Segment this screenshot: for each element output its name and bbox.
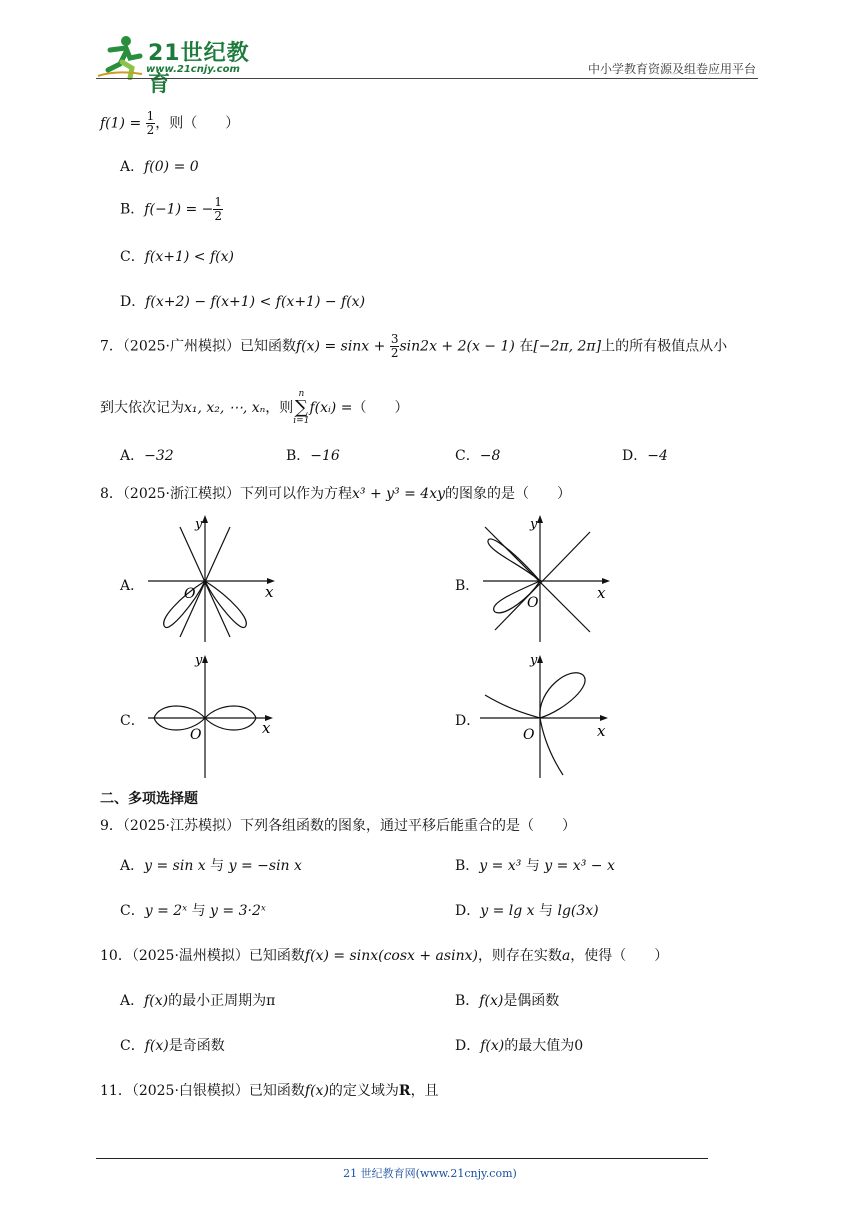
- header-divider: [96, 78, 758, 79]
- svg-text:x: x: [262, 719, 271, 737]
- q10-option-a[interactable]: A．f(x)的最小正周期为π: [120, 993, 276, 1009]
- svg-text:O: O: [190, 727, 202, 743]
- q10-option-b[interactable]: B．f(x)是偶函数: [455, 993, 560, 1009]
- svg-text:O: O: [527, 595, 539, 611]
- svg-text:y: y: [530, 653, 538, 668]
- q7-stem-line2: 到大依次记为x₁, x₂, ⋯, xₙ，则 n ∑ i=1 f(xᵢ) =（ ）: [100, 389, 409, 426]
- q6-option-d[interactable]: D．f(x+2) − f(x+1) < f(x+1) − f(x): [120, 294, 366, 310]
- logo-url: www.21cnjy.com: [146, 64, 240, 75]
- svg-text:O: O: [523, 727, 535, 743]
- q8-graph-d[interactable]: [475, 650, 615, 780]
- q9-stem: 9．（2025·江苏模拟）下列各组函数的图象，通过平移后能重合的是（ ）: [100, 818, 576, 834]
- q8-option-d-label[interactable]: D．: [455, 713, 481, 729]
- q9-option-c[interactable]: C．y = 2ˣ 与 y = 3·2ˣ: [120, 903, 266, 919]
- summation: n ∑ i=1: [293, 389, 310, 426]
- q7-option-b[interactable]: B．−16: [286, 448, 340, 464]
- q10-option-c[interactable]: C．f(x)是奇函数: [120, 1038, 225, 1054]
- q6-option-a[interactable]: A．f(0) = 0: [120, 159, 199, 175]
- fraction: $\frac{1}{2}$: [146, 109, 155, 137]
- section-title: 二、多项选择题: [100, 791, 198, 807]
- q10-option-d[interactable]: D．f(x)的最大值为0: [455, 1038, 584, 1054]
- svg-text:O: O: [184, 586, 196, 602]
- q8-option-c-label[interactable]: C．: [120, 713, 145, 729]
- footer-link[interactable]: 21 世纪教育网(www.21cnjy.com): [343, 1167, 517, 1180]
- q6-condition: f(1) = $\frac{1}{2}$ ，则（ ）: [100, 109, 240, 137]
- svg-text:y: y: [195, 653, 203, 668]
- q9-option-a[interactable]: A．y = sin x 与 y = −sin x: [120, 858, 302, 874]
- q8-option-b-label[interactable]: B．: [455, 578, 480, 594]
- q7-option-d[interactable]: D．−4: [622, 448, 668, 464]
- q8-stem: 8．（2025·浙江模拟）下列可以作为方程x³ + y³ = 4xy的图象的是（ ）: [100, 486, 572, 502]
- q6-option-c[interactable]: C．f(x+1) < f(x): [120, 249, 234, 265]
- q11-stem: 11．（2025·白银模拟）已知函数f(x)的定义域为R，且: [100, 1083, 439, 1099]
- svg-text:y: y: [530, 517, 538, 532]
- q8-graph-c[interactable]: [140, 650, 280, 780]
- q7-stem-line1: 7．（2025·广州模拟）已知函数f(x) = sinx + $\frac{3}{2}$ sin2x + 2(x − 1) 在[−2π, 2π]上的所有极值点从小: [100, 332, 728, 360]
- site-logo: [96, 34, 266, 97]
- logo-text: 21世纪教育: [148, 41, 250, 97]
- header-platform-text: 中小学教育资源及组卷应用平台: [587, 62, 756, 76]
- runner-icon: [96, 34, 146, 80]
- q8-option-a-label[interactable]: A．: [120, 578, 145, 594]
- svg-text:x: x: [265, 583, 274, 601]
- footer-divider: [96, 1158, 708, 1159]
- q6-option-b[interactable]: B．f(−1) = − $\frac{1}{2}$: [120, 195, 223, 223]
- q8-graph-a[interactable]: [140, 512, 280, 647]
- y-arrow: [202, 515, 208, 523]
- q9-option-b[interactable]: B．y = x³ 与 y = x³ − x: [455, 858, 615, 874]
- svg-text:y: y: [195, 517, 203, 532]
- q10-stem: 10．（2025·温州模拟）已知函数f(x) = sinx(cosx + asinx)，则存在实数a，使得（ ）: [100, 948, 669, 964]
- q7-option-a[interactable]: A．−32: [120, 448, 174, 464]
- q8-graph-b[interactable]: [475, 512, 615, 647]
- q9-option-d[interactable]: D．y = lg x 与 lg(3x): [455, 903, 599, 919]
- svg-text:x: x: [597, 722, 606, 740]
- q7-option-c[interactable]: C．−8: [455, 448, 501, 464]
- svg-text:x: x: [597, 584, 606, 602]
